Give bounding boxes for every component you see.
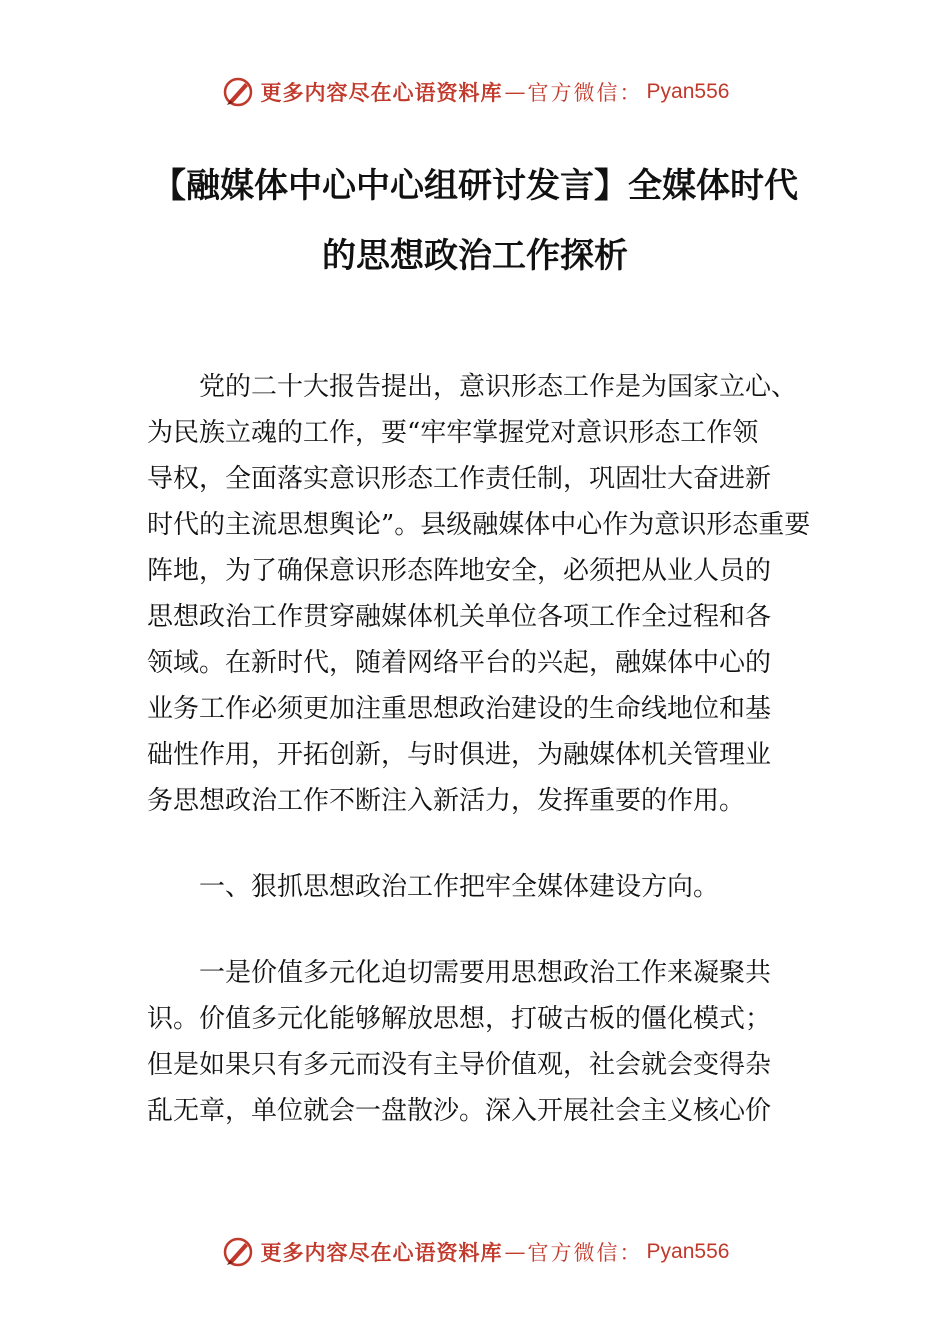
pen-logo-icon xyxy=(221,1235,255,1269)
text-line: 为民族立魂的工作，要“牢牢掌握党对意识形态工作领 xyxy=(147,418,759,448)
header-banner xyxy=(0,72,950,112)
text-line: 识。价值多元化能够解放思想，打破古板的僵化模式； xyxy=(147,1004,772,1034)
document-title-line-1: 【融媒体中心中心组研讨发言】全媒体时代 xyxy=(152,166,798,206)
banner-wechat-label: 官方微信： xyxy=(527,81,643,105)
text-line: 党的二十大报告提出，意识形态工作是为国家立心、 xyxy=(147,372,798,402)
banner-wechat-id: Pyan556 xyxy=(646,1240,730,1263)
text-line: 阵地，为了确保意识形态阵地安全，必须把从业人员的 xyxy=(147,556,772,586)
text-line: 但是如果只有多元而没有主导价值观，社会就会变得杂 xyxy=(147,1050,772,1080)
banner-wechat-id: Pyan556 xyxy=(646,80,730,103)
text-line: 领域。在新时代，随着网络平台的兴起，融媒体中心的 xyxy=(147,648,772,678)
text-line: 思想政治工作贯穿融媒体机关单位各项工作全过程和各 xyxy=(147,602,772,632)
footer-banner xyxy=(0,1232,950,1272)
banner-site-text: 更多内容尽在心语资料库 xyxy=(260,80,503,105)
banner-wechat-label: 官方微信： xyxy=(527,1241,643,1265)
banner-site-text: 更多内容尽在心语资料库 xyxy=(260,1240,503,1265)
text-line: 时代的主流思想舆论”。县级融媒体中心作为意识形态重要 xyxy=(147,510,811,540)
document-title-line-2: 的思想政治工作探析 xyxy=(322,236,628,276)
text-line: 一是价值多元化迫切需要用思想政治工作来凝聚共 xyxy=(147,958,772,988)
text-line: 业务工作必须更加注重思想政治建设的生命线地位和基 xyxy=(147,694,772,724)
section-heading-1: 一、狠抓思想政治工作把牢全媒体建设方向。 xyxy=(147,872,720,902)
text-line: 础性作用，开拓创新，与时俱进，为融媒体机关管理业 xyxy=(147,740,772,770)
banner-dash: — xyxy=(504,80,526,104)
text-line: 导权，全面落实意识形态工作责任制，巩固壮大奋进新 xyxy=(147,464,772,494)
banner-dash: — xyxy=(504,1240,526,1264)
text-line: 乱无章，单位就会一盘散沙。深入开展社会主义核心价 xyxy=(147,1096,772,1126)
text-line: 务思想政治工作不断注入新活力，发挥重要的作用。 xyxy=(147,786,746,816)
pen-logo-icon xyxy=(221,75,255,109)
